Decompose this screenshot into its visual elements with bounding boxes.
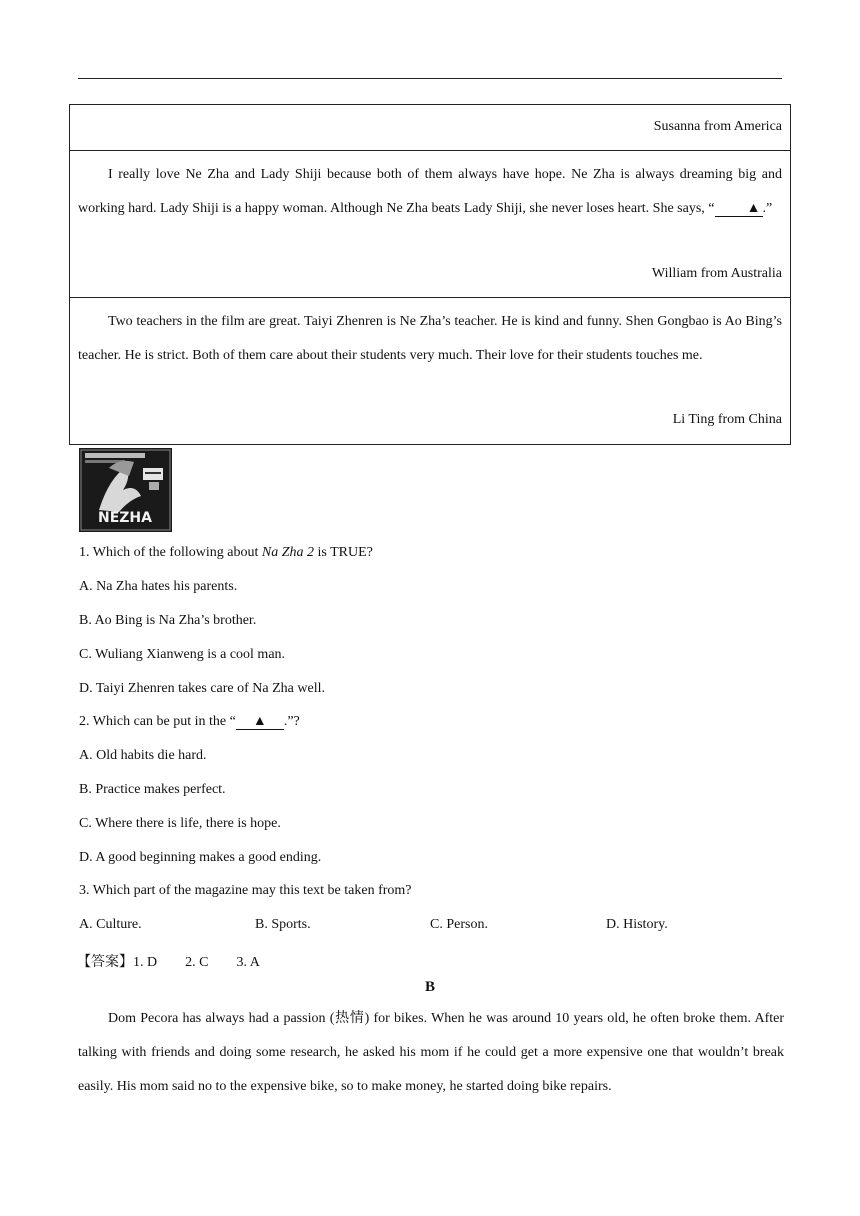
comment-text: I really love Ne Zha and Lady Shiji because both of them always have hope. Ne Zha is always dreaming big and working hard. Lady Shiji is a happy woman. Although Ne Zha beats Lady Shiji, she never loses heart. She says, “: [78, 167, 782, 216]
question-2: [79, 714, 300, 730]
q3-option-b: B. Sports.: [255, 917, 311, 932]
table-row: [70, 105, 790, 151]
question-1: [79, 545, 373, 561]
q1-option-a: A. Na Zha hates his parents.: [79, 579, 238, 594]
answer-item: 3. A: [236, 955, 260, 970]
q3-option-c: C. Person.: [430, 917, 488, 932]
q3-option-d: D. History.: [606, 917, 668, 932]
question-2-suffix: .”?: [283, 714, 300, 729]
question-3: 3. Which part of the magazine may this text be taken from?: [79, 883, 412, 898]
q2-option-b: B. Practice makes perfect.: [79, 782, 226, 797]
author-signature: Li Ting from China: [672, 412, 782, 427]
question-2-prefix: 2. Which can be put in the “: [79, 714, 236, 729]
q1-option-b: B. Ao Bing is Na Zha’s brother.: [79, 613, 257, 628]
q1-option-d: D. Taiyi Zhenren takes care of Na Zha well.: [79, 681, 325, 696]
q1-option-c: C. Wuliang Xianweng is a cool man.: [79, 647, 286, 662]
author-signature: Susanna from America: [653, 119, 782, 134]
answer-item: 2. C: [185, 955, 209, 970]
q3-option-a: A. Culture.: [79, 917, 142, 932]
section-b-paragraph: Dom Pecora has always had a passion (热情) for bikes. When he was around 10 years old, he often broke them. After talking with friends and doing some research, he asked his mom if he could get a more expensive one that wouldn’t break easily. His mom said no to the expensive bike, so to make money, he started doing bike repairs.: [78, 1011, 784, 1094]
film-poster-image: [79, 448, 172, 532]
comments-table: [69, 104, 791, 445]
q2-option-a: A. Old habits die hard.: [79, 748, 207, 763]
answer-key: [77, 951, 260, 971]
question-1-prefix: 1. Which of the following about: [79, 545, 262, 560]
table-row: [70, 151, 790, 298]
poster-title: NEZHA: [98, 510, 152, 526]
comment-paragraph: Two teachers in the film are great. Taiyi Zhenren is Ne Zha’s teacher. He is kind and funny. Shen Gongbao is Ao Bing’s teacher. He is strict. Both of them care about their students very much. Their love for their students touches me.: [78, 314, 782, 363]
table-row: [70, 298, 790, 444]
answer-item: 1. D: [133, 955, 158, 970]
comment-paragraph: [78, 151, 782, 226]
answer-blank: ▲: [236, 715, 284, 730]
q2-option-d: D. A good beginning makes a good ending.: [79, 850, 322, 865]
film-title: Na Zha 2: [261, 545, 314, 560]
section-heading: B: [424, 979, 435, 995]
answer-blank: ▲: [715, 202, 763, 217]
author-signature: William from Australia: [651, 266, 782, 281]
header-rule: [78, 78, 782, 79]
answer-label: 【答案】: [77, 955, 133, 970]
q2-option-c: C. Where there is life, there is hope.: [79, 816, 281, 831]
comment-text-end: .”: [762, 201, 773, 216]
question-1-suffix: is TRUE?: [314, 545, 373, 560]
poster-artwork: [79, 448, 172, 532]
